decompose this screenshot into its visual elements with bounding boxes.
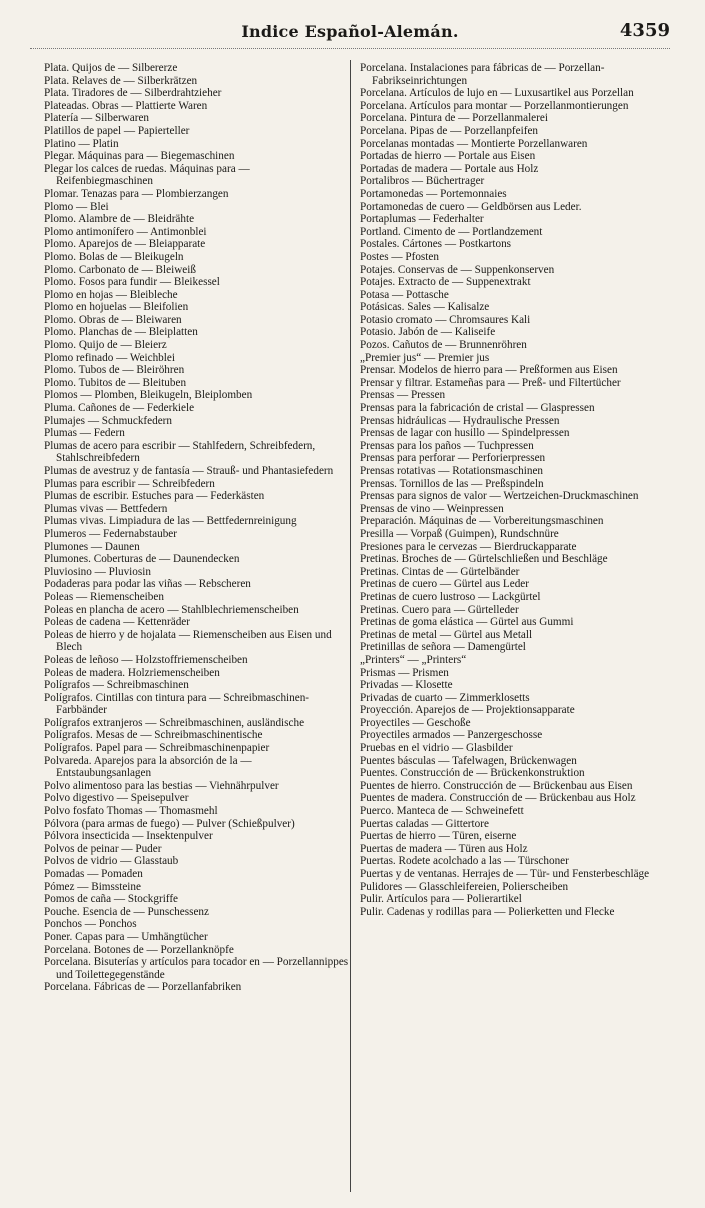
index-entry: Poleas de madera. Holzriemenscheiben [44, 666, 220, 679]
index-entry: Puerco. Manteca de — Schweinefett [360, 805, 524, 818]
index-entry: Plomo — Blei [44, 200, 109, 213]
index-entry: Plumas de acero para escribir — Stahlfedern, Schreibfedern, Stahlschreibfedern [44, 439, 316, 465]
index-entry: Porcelana. Artículos para montar — Porzellanmontierungen [360, 99, 629, 112]
index-entry: Portaplumas — Federhalter [360, 213, 484, 226]
page-number: 4359 [619, 20, 670, 41]
index-entry: Proyectiles armados — Panzergeschosse [360, 729, 543, 742]
index-entry: Prensas para perforar — Perforierpressen [360, 452, 546, 465]
index-entry: Postes — Pfosten [360, 250, 439, 263]
index-entry: Plomo antimonífero — Antimonblei [44, 225, 207, 238]
index-entry: Prensas rotativas — Rotationsmaschinen [360, 465, 544, 477]
index-entry: Pretinas de cuero lustroso — Lackgürtel [360, 590, 541, 603]
index-entry: Pretinas de metal — Gürtel aus Metall [360, 628, 533, 641]
index-entry: Postales. Cártones — Postkartons [360, 238, 512, 251]
index-entry: Plomo. Alambre de — Bleidrähte [44, 213, 195, 226]
index-entry: Polígrafos. Cintillas con tintura para — Schreibmaschinen-Farbbänder [44, 691, 310, 717]
index-entry: Puertas. Rodete acolchado a las — Türschoner [360, 855, 569, 868]
index-entry: Plumones. Coberturas de — Daunendecken [44, 553, 240, 566]
index-entry: Pulir. Cadenas y rodillas para — Polierketten und Flecke [360, 905, 615, 918]
column-divider [350, 60, 351, 1192]
index-entry: Plomo. Bolas de — Bleikugeln [44, 250, 184, 263]
index-entry: Plomo. Tubos de — Bleiröhren [44, 364, 185, 377]
index-entry: Puentes de hierro. Construcción de — Brückenbau aus Eisen [360, 779, 633, 792]
index-entry: Poner. Capas para — Umhängtücher [44, 930, 208, 943]
index-entry: Poleas en plancha de acero — Stahlblechriemenscheiben [44, 603, 299, 616]
index-entry: Polvareda. Aparejos para la absorción de la — Entstaubungsanlagen [44, 754, 252, 780]
index-entry: Puertas de hierro — Türen, eiserne [360, 830, 517, 843]
index-entry: Plomo. Aparejos de — Bleiapparate [44, 238, 206, 251]
index-entry: Portalibros — Büchertrager [360, 175, 485, 188]
index-entry: Prensas para signos de valor — Wertzeichen-Druckmaschinen [360, 490, 639, 503]
index-entry: Plata. Tiradores de — Silberdrahtzieher [44, 87, 222, 100]
index-entry: Plateadas. Obras — Plattierte Waren [44, 99, 208, 112]
index-entry: Podaderas para podar las viñas — Rebscheren [44, 578, 251, 591]
index-entry: Plomo. Tubitos de — Bleituben [44, 376, 187, 389]
index-entry: Poleas de leñoso — Holzstoffriemenscheiben [44, 653, 248, 666]
index-entry: Prensas de lagar con husillo — Spindelpressen [360, 427, 570, 440]
index-entry: Poleas de hierro y de hojalata — Riemenscheiben aus Eisen und Blech [44, 628, 332, 654]
index-entry: Plomo en hojas — Bleibleche [44, 288, 178, 301]
index-entry: Porcelana. Bisuterías y artículos para tocador en — Porzellannippes und Toilettegegenstände [44, 956, 349, 981]
index-entry: Prensar y filtrar. Estameñas para — Preß- und Filtertücher [360, 376, 621, 389]
index-entry: Plumas de avestruz y de fantasía — Strauß- und Phantasiefedern [44, 465, 334, 477]
index-entry: Plumones — Daunen [44, 540, 140, 553]
index-entry: Potasio cromato — Chromsaures Kali [360, 313, 531, 326]
index-entry: Pulir. Artículos para — Polierartikel [360, 893, 522, 906]
index-entry: Pretinas. Cintas de — Gürtelbänder [360, 565, 520, 578]
index-entry: Pulidores — Glasschleifereien, Polierscheiben [360, 880, 569, 893]
index-entry: Prismas — Prismen [360, 666, 449, 679]
index-entry: Pólvora insecticida — Insektenpulver [44, 830, 213, 843]
index-entry: Polígrafos — Schreibmaschinen [44, 679, 189, 692]
index-entry: Prensas para los paños — Tuchpressen [360, 439, 534, 452]
index-entry: Proyectiles — Geschoße [360, 716, 471, 729]
index-entry: Plumas vivas — Bettfedern [44, 502, 168, 515]
index-entry: „Premier jus“ — Premier jus [360, 351, 490, 364]
index-entry: Plata. Quijos de — Silbererze [44, 62, 178, 74]
index-entry: „Printers“ — „Printers“ [360, 653, 467, 666]
index-entry: Pretinas. Broches de — Gürtelschließen und Beschläge [360, 553, 608, 566]
index-entry: Portland. Cimento de — Portlandzement [360, 225, 543, 238]
index-entry: Puertas caladas — Gittertore [360, 817, 489, 830]
index-entry: Porcelana. Pipas de — Porzellanpfeifen [360, 124, 539, 137]
index-entry: Potajes. Conservas de — Suppenkonserven [360, 263, 555, 276]
index-entry: Prensas. Tornillos de las — Preßspindeln [360, 477, 544, 490]
index-entry: Pomos de caña — Stockgriffe [44, 893, 179, 906]
index-entry: Poleas de cadena — Kettenräder [44, 616, 190, 629]
index-entry: Plumas vivas. Limpiadura de las — Bettfedernreinigung [44, 515, 297, 528]
index-entry: Prensas de vino — Weinpressen [360, 502, 504, 515]
index-entry: Plomar. Tenazas para — Plombierzangen [44, 187, 229, 200]
index-entry: Puentes básculas — Tafelwagen, Brückenwagen [360, 754, 577, 767]
index-entry: Privadas de cuarto — Zimmerklosetts [360, 691, 530, 704]
index-entry: Porcelana. Fábricas de — Porzellanfabriken [44, 981, 242, 994]
index-entry: Pluviosino — Pluviosin [44, 565, 151, 578]
page-title: Indice Español-Alemán. [241, 22, 459, 41]
index-entry: Porcelana. Botones de — Porzellanknöpfe [44, 943, 234, 956]
index-entry: Portamonedas de cuero — Geldbörsen aus Leder. [360, 200, 582, 213]
index-entry: Plumajes — Schmuckfedern [44, 414, 173, 427]
index-entry: Plomo. Carbonato de — Bleiweiß [44, 263, 196, 276]
index-entry: Platería — Silberwaren [44, 112, 150, 125]
index-entry: Plomo. Fosos para fundir — Bleikessel [44, 276, 220, 289]
index-entry: Presilla — Vorpaß (Guimpen), Rundschnüre [360, 527, 559, 540]
index-entry: Puentes de madera. Construcción de — Brückenbau aus Holz [360, 792, 636, 805]
index-entry: Prensar. Modelos de hierro para — Preßformen aus Eisen [360, 364, 618, 377]
index-entry: Prensas para la fabricación de cristal — Glaspressen [360, 402, 595, 415]
index-entry: Polígrafos. Mesas de — Schreibmaschinentische [44, 729, 263, 742]
index-entry: Porcelana. Pintura de — Porzellanmalerei [360, 112, 548, 125]
index-entry: Pozos. Cañutos de — Brunnenröhren [360, 339, 527, 352]
index-entry: Plomo en hojuelas — Bleifolien [44, 301, 189, 314]
index-entry: Plomo. Obras de — Bleiwaren [44, 313, 182, 326]
index-entry: Plomo. Planchas de — Bleiplatten [44, 326, 198, 339]
index-entry: Plumeros — Federnabstauber [44, 527, 177, 540]
index-entry: Pólvora (para armas de fuego) — Pulver (Schießpulver) [44, 817, 295, 830]
left-column [44, 62, 349, 994]
index-entry: Plegar los calces de ruedas. Máquinas para — Reifenbiegmaschinen [44, 162, 250, 188]
index-entry: Preparación. Máquinas de — Vorbereitungsmaschinen [360, 515, 604, 528]
index-entry: Presiones para le cervezas — Bierdruckapparate [360, 540, 577, 553]
index-entry: Plegar. Máquinas para — Biegemaschinen [44, 150, 235, 163]
index-entry: Plata. Relaves de — Silberkrätzen [44, 74, 198, 87]
index-entry: Platino — Platin [44, 137, 119, 150]
right-column [360, 62, 665, 918]
header-rule [30, 48, 670, 49]
index-entry: Polvo alimentoso para las bestias — Viehnährpulver [44, 779, 279, 792]
index-entry: Plumas para escribir — Schreibfedern [44, 477, 215, 490]
index-entry: Polvo digestivo — Speisepulver [44, 792, 189, 805]
index-entry: Polvos de peinar — Puder [44, 842, 162, 855]
index-entry: Polvos de vidrio — Glasstaub [44, 855, 179, 868]
page-header [30, 18, 670, 44]
index-entry: Polvo fosfato Thomas — Thomasmehl [44, 805, 218, 818]
index-entry: Pomadas — Pomaden [44, 868, 143, 880]
index-entry: Porcelana. Artículos de lujo en — Luxusartikel aus Porzellan [360, 87, 634, 100]
index-entry: Pruebas en el vidrio — Glasbilder [360, 742, 513, 755]
index-entry: Pómez — Bimssteine [44, 880, 141, 893]
index-entry: Plumas de escribir. Estuches para — Federkästen [44, 490, 265, 503]
index-entry: Potajes. Extracto de — Suppenextrakt [360, 276, 531, 289]
index-entry: Potasa — Pottasche [360, 288, 449, 301]
index-entry: Privadas — Klosette [360, 679, 453, 692]
index-entry: Puertas de madera — Türen aus Holz [360, 842, 528, 855]
index-entry: Proyección. Aparejos de — Projektionsapparate [360, 704, 575, 717]
index-entry: Puertas y de ventanas. Herrajes de — Tür- und Fensterbeschläge [360, 868, 650, 880]
index-entry: Prensas — Pressen [360, 389, 446, 402]
index-entry: Polígrafos. Papel para — Schreibmaschinenpapier [44, 742, 270, 755]
index-entry: Portadas de madera — Portale aus Holz [360, 162, 539, 175]
index-entry: Poleas — Riemenscheiben [44, 590, 164, 603]
index-entry: Pouche. Esencia de — Punschessenz [44, 905, 209, 918]
index-entry: Plomo refinado — Weichblei [44, 351, 175, 364]
index-entry: Potasio. Jabón de — Kaliseife [360, 326, 496, 339]
index-entry: Plumas — Federn [44, 427, 125, 440]
index-entry: Platillos de papel — Papierteller [44, 124, 190, 137]
index-entry: Pretinillas de señora — Damengürtel [360, 641, 526, 654]
index-entry: Portamonedas — Portemonnaies [360, 187, 507, 200]
index-entry: Portadas de hierro — Portale aus Eisen [360, 150, 536, 163]
index-entry: Pluma. Cañones de — Federkiele [44, 402, 195, 415]
index-entry: Porcelanas montadas — Montierte Porzellanwaren [360, 137, 588, 150]
index-entry: Potásicas. Sales — Kalisalze [360, 301, 490, 314]
index-entry: Puentes. Construcción de — Brückenkonstruktion [360, 767, 585, 780]
index-entry: Polígrafos extranjeros — Schreibmaschinen, ausländische [44, 716, 305, 729]
index-entry: Pretinas. Cuero para — Gürtelleder [360, 603, 519, 616]
index-entry: Plomo. Quijo de — Bleierz [44, 339, 167, 352]
index-entry: Plomos — Plomben, Bleikugeln, Bleiplomben [44, 389, 253, 402]
index-entry: Pretinas de cuero — Gürtel aus Leder [360, 578, 529, 591]
index-entry: Prensas hidráulicas — Hydraulische Pressen [360, 414, 560, 427]
index-entry: Porcelana. Instalaciones para fábricas de — Porzellan-Fabrikseinrichtungen [360, 62, 605, 87]
index-entry: Pretinas de goma elástica — Gürtel aus Gummi [360, 616, 574, 629]
index-entry: Ponchos — Ponchos [44, 918, 137, 931]
